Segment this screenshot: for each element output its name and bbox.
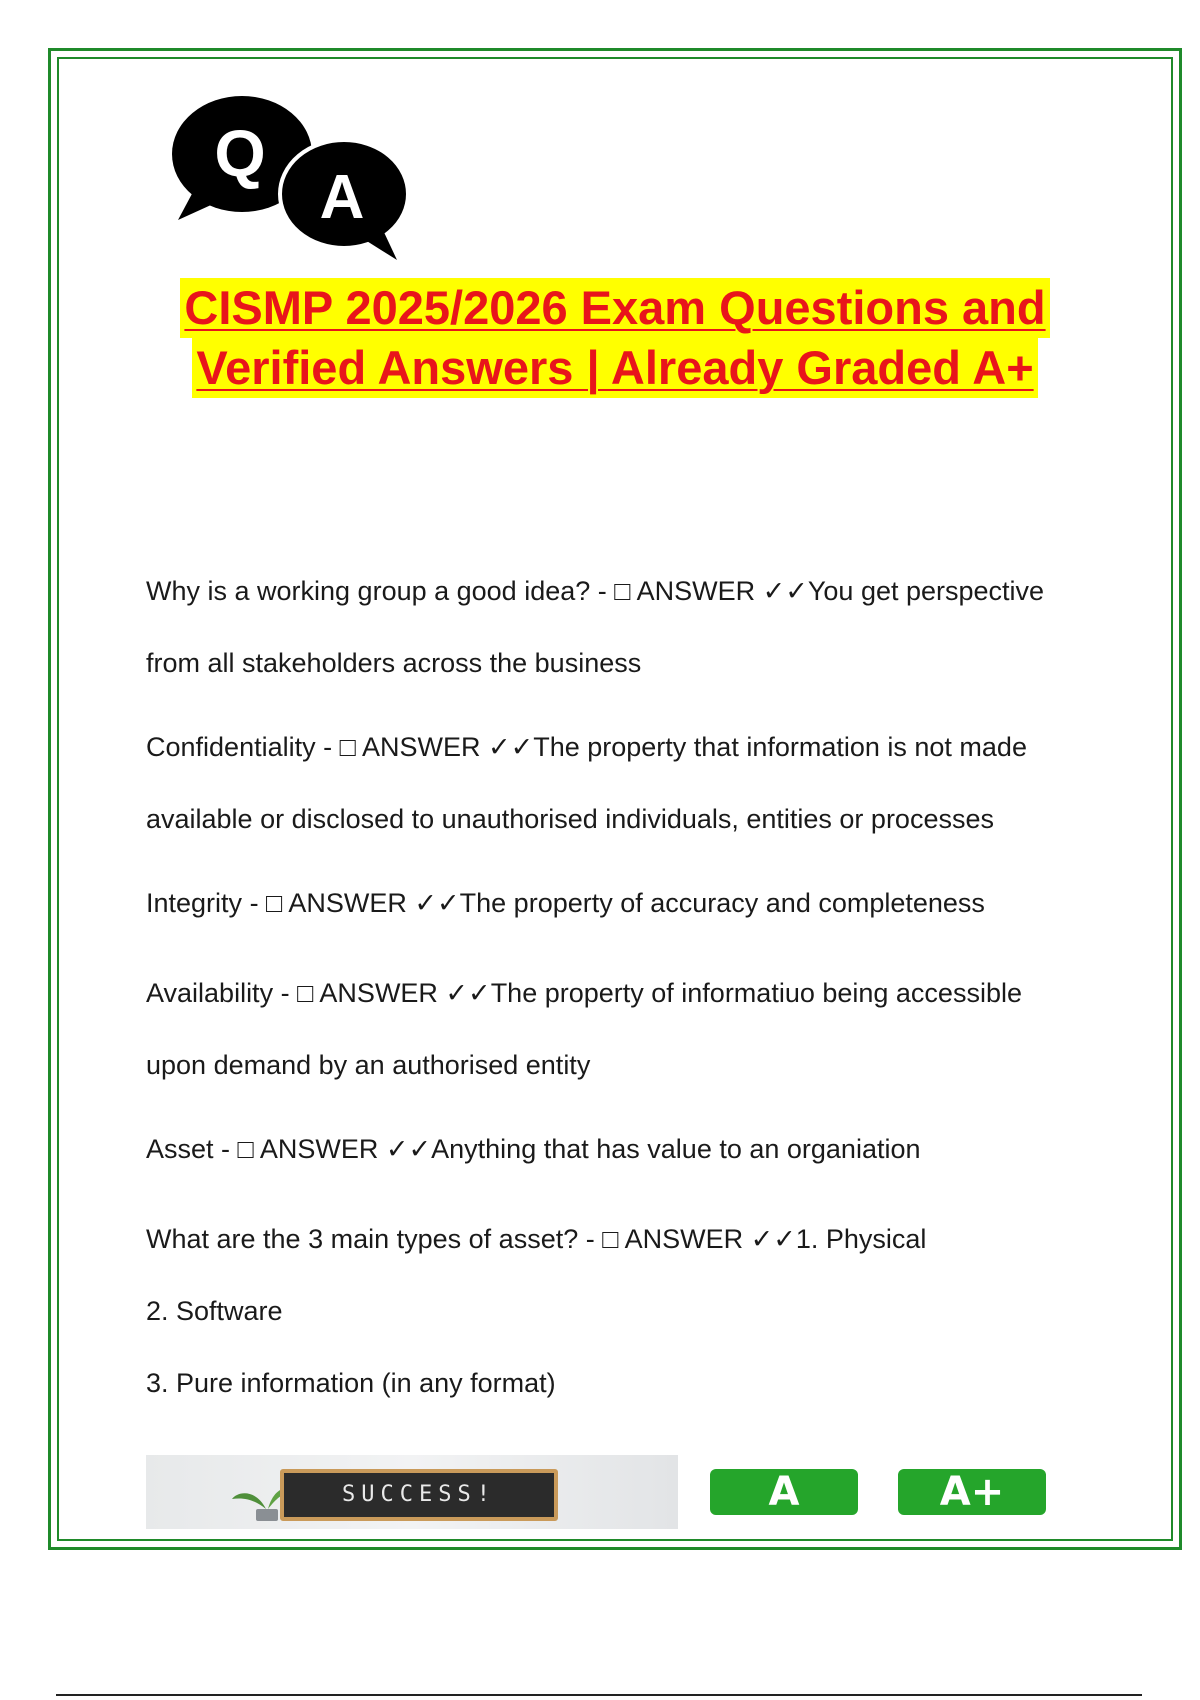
qa-continuation: from all stakeholders across the business xyxy=(146,648,642,678)
qa-separator: - □ xyxy=(323,732,356,762)
qa-answer: The property of accuracy and completeness xyxy=(459,888,985,918)
qa-item xyxy=(146,1203,1106,1419)
qa-item xyxy=(146,867,1106,939)
qa-question: What are the 3 main types of asset? xyxy=(146,1224,579,1254)
qa-answer-label: ANSWER ✓✓ xyxy=(259,1134,432,1164)
qa-question: Why is a working group a good idea? xyxy=(146,576,591,606)
qa-item xyxy=(146,1113,1106,1185)
qa-continuation: upon demand by an authorised entity xyxy=(146,1050,591,1080)
qa-question: Integrity xyxy=(146,888,243,918)
footer-rule xyxy=(56,1694,1142,1696)
title-line-1: CISMP 2025/2026 Exam Questions and xyxy=(180,278,1049,338)
qa-answer: The property of informatiuo being accessible xyxy=(490,978,1022,1008)
qa-separator: - □ xyxy=(280,978,314,1008)
success-image xyxy=(146,1455,678,1529)
document-title xyxy=(60,278,1170,398)
qa-separator: - □ xyxy=(221,1134,254,1164)
qa-answer-label: ANSWER ✓✓ xyxy=(361,732,534,762)
qa-continuation: 3. Pure information (in any format) xyxy=(146,1368,556,1398)
bottom-banner xyxy=(146,1455,1066,1531)
qa-answer-label: ANSWER ✓✓ xyxy=(319,978,491,1008)
qa-question: Asset xyxy=(146,1134,214,1164)
qa-answer: Anything that has value to an organiation xyxy=(431,1134,921,1164)
qa-answer: You get perspective xyxy=(807,576,1045,606)
title-line-2: Verified Answers | Already Graded A+ xyxy=(192,338,1037,398)
qa-answer: The property that information is not made xyxy=(533,732,1027,762)
qa-separator: - □ xyxy=(585,1224,619,1254)
grade-aplus-badge: A+ xyxy=(898,1469,1046,1515)
a-letter: A xyxy=(319,163,365,232)
qa-separator: - □ xyxy=(249,888,283,918)
qa-answer-label: ANSWER ✓✓ xyxy=(636,576,808,606)
qa-separator: - □ xyxy=(597,576,631,606)
a-bubble-icon xyxy=(280,140,408,260)
qa-item xyxy=(146,711,1106,855)
qa-continuation: available or disclosed to unauthorised individuals, entities or processes xyxy=(146,804,994,834)
q-letter: Q xyxy=(214,116,266,190)
qa-list xyxy=(146,555,1106,1431)
qa-speech-bubbles-logo xyxy=(172,92,432,262)
qa-item xyxy=(146,957,1106,1101)
qa-answer-label: ANSWER ✓✓ xyxy=(624,1224,796,1254)
qa-question: Confidentiality xyxy=(146,732,316,762)
qa-answer: 1. Physical xyxy=(795,1224,927,1254)
qa-question: Availability xyxy=(146,978,274,1008)
qa-answer-label: ANSWER ✓✓ xyxy=(288,888,460,918)
qa-item xyxy=(146,555,1106,699)
grade-a-badge: A xyxy=(710,1469,858,1515)
success-board: SUCCESS! xyxy=(280,1469,558,1521)
qa-continuation: 2. Software xyxy=(146,1296,283,1326)
